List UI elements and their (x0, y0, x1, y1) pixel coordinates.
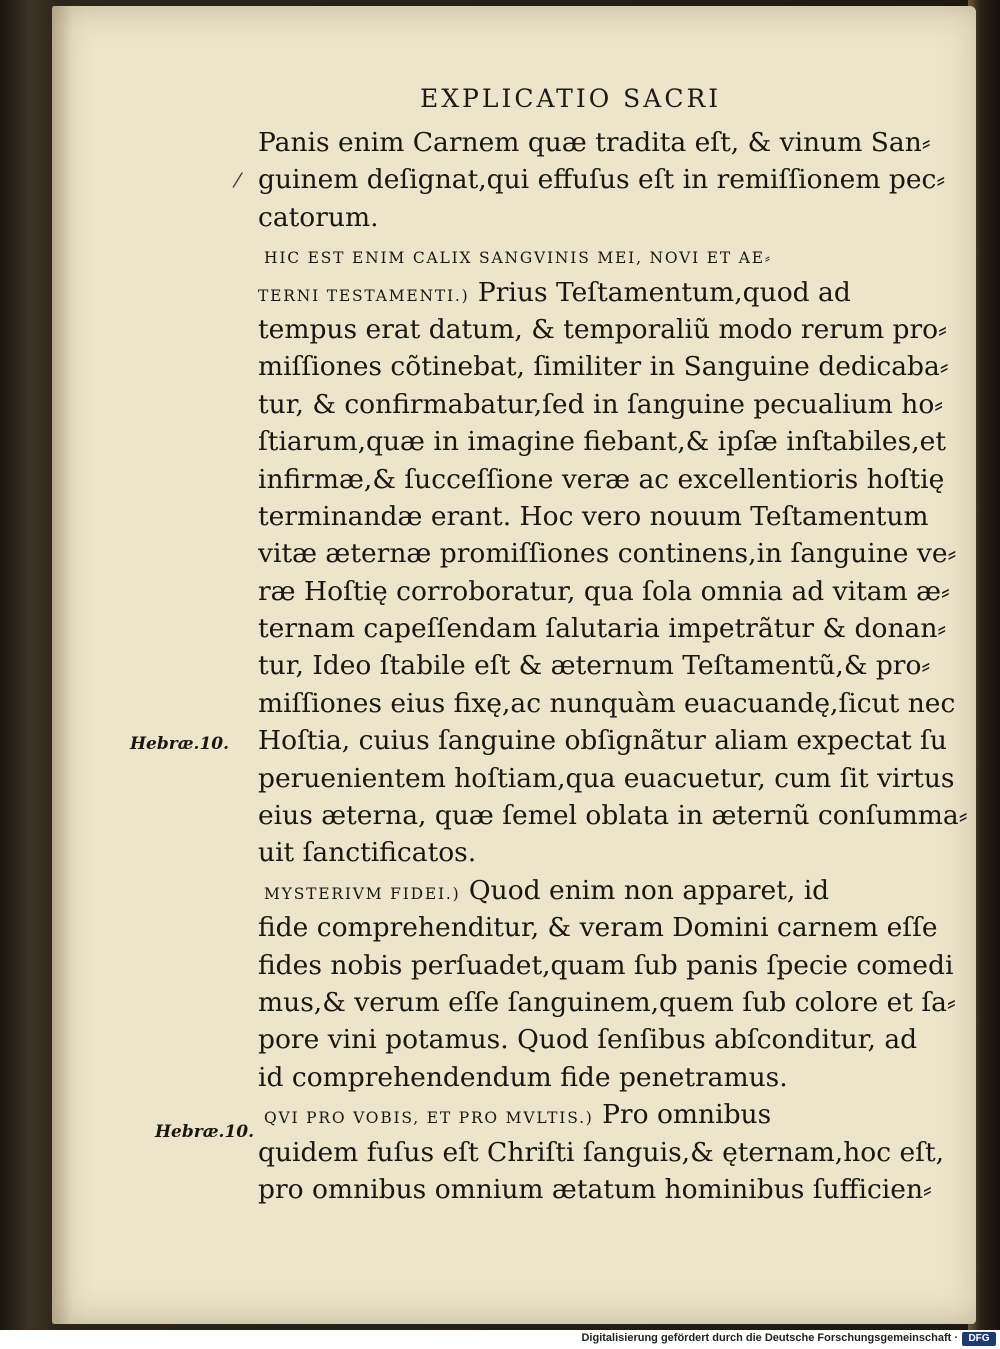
footer-credit: Digitalisierung gefördert durch die Deutsche Forschungsgemeinschaft · (581, 1332, 958, 1344)
text-line (258, 797, 968, 834)
line-text: pro omnibus omnium ætatum hominibus ſufficien⸗ (258, 1173, 932, 1205)
running-head: EXPLICATIO SACRI (420, 84, 722, 113)
line-text: Pro omnibus (593, 1099, 772, 1131)
marginal-note: Hebræ.10. (130, 734, 230, 754)
text-line (258, 386, 948, 423)
line-text: Panis enim Carnem quæ tradita eſt, & vinum San⸗ (258, 127, 931, 158)
line-text: peruenientem hoſtiam,qua euacuetur, cum ſit virtus (258, 762, 955, 794)
text-line (258, 872, 948, 909)
text-line (258, 1059, 948, 1096)
text-line (258, 124, 948, 161)
line-text: ternam capeſſendam ſalutaria impetrãtur & donan⸗ (258, 613, 947, 645)
line-text: guinem deſignat,qui effuſus eſt in remiſſionem pec⸗ (258, 164, 946, 196)
line-text: tur, Ideo ſtabile eſt & æternum Teſtamentũ,& pro⸗ (258, 650, 931, 682)
line-text: miſſiones eius fixę,ac nunquàm euacuandę,ſicut nec (258, 687, 956, 719)
line-text: catorum. (258, 201, 379, 233)
text-line (258, 236, 948, 273)
text-line (258, 311, 948, 348)
marginal-note: Hebræ.10. (155, 1122, 255, 1142)
text-line (258, 161, 948, 198)
dfg-logo: DFG (962, 1332, 996, 1346)
text-line (258, 535, 957, 572)
text-line (258, 722, 948, 759)
text-line (258, 573, 948, 610)
line-text: quidem fuſus eſt Chriſti ſanguis,& ęternam,hoc eſt, (258, 1136, 945, 1168)
text-line (258, 461, 948, 498)
text-line (258, 1134, 948, 1171)
text-line (258, 909, 948, 946)
text-line (258, 947, 954, 984)
small-caps-heading: QVI PRO VOBIS, ET PRO MVLTIS.) (264, 1109, 594, 1128)
body-text (258, 124, 968, 1208)
stray-ink-mark: ⁄ (236, 168, 240, 192)
text-line (258, 647, 948, 684)
text-line (258, 1171, 948, 1208)
line-text: infirmæ,& ſucceſſione veræ ac excellentioris hoſtię (258, 463, 945, 495)
text-line (258, 834, 948, 871)
line-text: ræ Hoſtię corroboratur, qua ſola omnia ad vitam æ⸗ (258, 575, 950, 607)
text-line (258, 610, 948, 647)
text-line (258, 760, 955, 797)
line-text: tempus erat datum, & temporaliũ modo rerum pro⸗ (258, 313, 947, 345)
line-text: vitæ æternæ promiſſiones continens,in ſanguine ve⸗ (258, 538, 957, 570)
small-caps-heading: TERNI TESTAMENTI.) (258, 286, 470, 305)
line-text: Hoſtia, cuius ſanguine obſignãtur aliam expectat ſu (258, 725, 947, 757)
line-text: mus,& verum eſſe ſanguinem,quem ſub colore et ſa⸗ (258, 986, 956, 1018)
line-text: id comprehendendum fide penetramus. (258, 1061, 788, 1093)
digitization-footer (0, 1330, 1000, 1349)
line-text: fides nobis perſuadet,quam ſub panis ſpecie comedi (258, 949, 954, 981)
small-caps-heading: HIC EST ENIM CALIX SANGVINIS MEI, NOVI ET AE⸗ (264, 249, 772, 268)
line-text: ſtiarum,quæ in imagine fiebant,& ipſæ inſtabiles,et (258, 426, 946, 458)
text-line (258, 348, 948, 385)
small-caps-heading: MYSTERIVM FIDEI.) (264, 884, 461, 903)
line-text: eius æterna, quæ ſemel oblata in æternũ conſumma⸗ (258, 800, 968, 832)
text-line (258, 685, 956, 722)
text-line (258, 1021, 948, 1058)
text-line (258, 1096, 948, 1133)
line-text: miſſiones cõtinebat, ſimiliter in Sanguine dedicaba⸗ (258, 351, 949, 383)
text-line (258, 274, 948, 311)
text-line (258, 498, 948, 535)
text-line (258, 423, 948, 460)
line-text: fide comprehenditur, & veram Domini carnem eſſe (258, 912, 938, 944)
line-text: pore vini potamus. Quod ſenſibus abſconditur, ad (258, 1024, 918, 1056)
text-line (258, 199, 948, 236)
line-text: uit ſanctificatos. (258, 837, 477, 869)
line-text: terminandæ erant. Hoc vero nouum Teſtamentum (258, 500, 929, 532)
line-text: tur, & confirmabatur,ſed in ſanguine pecualium ho⸗ (258, 388, 944, 420)
text-line (258, 984, 956, 1021)
line-text: Prius Teſtamentum,quod ad (469, 276, 851, 308)
line-text: Quod enim non apparet, id (460, 874, 830, 906)
